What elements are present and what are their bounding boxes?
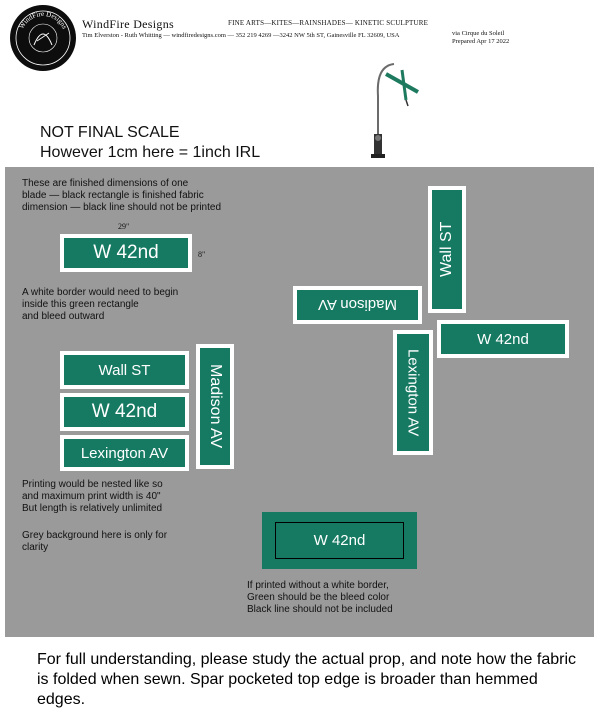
tagline: FINE ARTS—KITES—RAINSHADES— KINETIC SCULPTURE [228,19,429,27]
note-line: But length is relatively unlimited [22,503,163,514]
sign-lexington-av [60,435,189,471]
note-line: If printed without a white border, [247,580,389,591]
note-line: clarity [22,542,49,553]
note-line: Printing would be nested like so [22,479,163,490]
via-text: via Cirque du Soleil [452,30,505,37]
footer-note: For full understanding, please study the actual prop, and note how the fabric is folded when sewn. Spar pocketed top edge is broader than hemmed edges. [37,651,577,708]
sign-wall-st [60,351,189,389]
note-line: and maximum print width is 40" [22,491,161,502]
logo-text: WindFire Designs [17,9,69,31]
note-line: blade — black rectangle is finished fabric [22,190,204,201]
note-line: dimension — black line should not be printed [22,202,222,213]
sign-w-42nd [60,393,189,431]
sign-label: Wall ST [432,190,462,309]
note-line: inside this green rectangle [22,299,139,310]
sign-label: W 42nd [313,532,366,549]
sign-label: Lexington AV [397,334,429,451]
note-line: Green should be the bleed color [247,592,390,603]
nesting-note [22,479,163,515]
width-dimension: 29" [118,222,130,231]
sign-madison-av [196,344,234,469]
example-sign [60,234,192,272]
note-line: Grey background here is only for [22,530,168,541]
sign-lexington-av-right [393,330,433,455]
sign-label: W 42nd [441,324,565,354]
note-line: and bleed outward [22,311,105,322]
via-block [452,30,509,46]
windfire-logo [10,5,76,71]
note-line: A white border would need to begin [22,287,179,298]
finished-dimensions-note [22,178,221,214]
sign-label: Wall ST [64,355,185,385]
height-dimension: 8" [198,250,206,259]
bleed-example [262,512,417,569]
sign-w-42nd-right [437,320,569,358]
white-border-note [22,287,178,323]
sign-madison-av-right [293,286,422,324]
contact-line: Tim Elverston - Ruth Whitting — windfiredesigns.com — 352 219 4269 —3242 NW 5th ST, Gainesville FL 32609, USA [82,32,400,39]
scale-line-1: NOT FINAL SCALE [40,124,180,141]
grey-background-note [22,530,167,554]
prop-photo [358,56,430,164]
sign-label: W 42nd [64,397,185,427]
brand-name: WindFire Designs [82,17,174,31]
scale-note [40,123,260,163]
sign-label: Lexington AV [64,439,185,467]
sign-label: W 42nd [64,238,188,268]
no-border-note [247,580,393,616]
prepared-date: Prepared Apr 17 2022 [452,38,510,45]
sign-label: Madison AV [200,348,230,465]
scale-line-2: However 1cm here = 1inch IRL [40,144,261,161]
sign-wall-st-right [428,186,466,313]
sign-label: Madison AV [297,290,418,320]
finished-line [275,522,404,559]
note-line: Black line should not be included [247,604,393,615]
note-line: These are finished dimensions of one [22,178,189,189]
